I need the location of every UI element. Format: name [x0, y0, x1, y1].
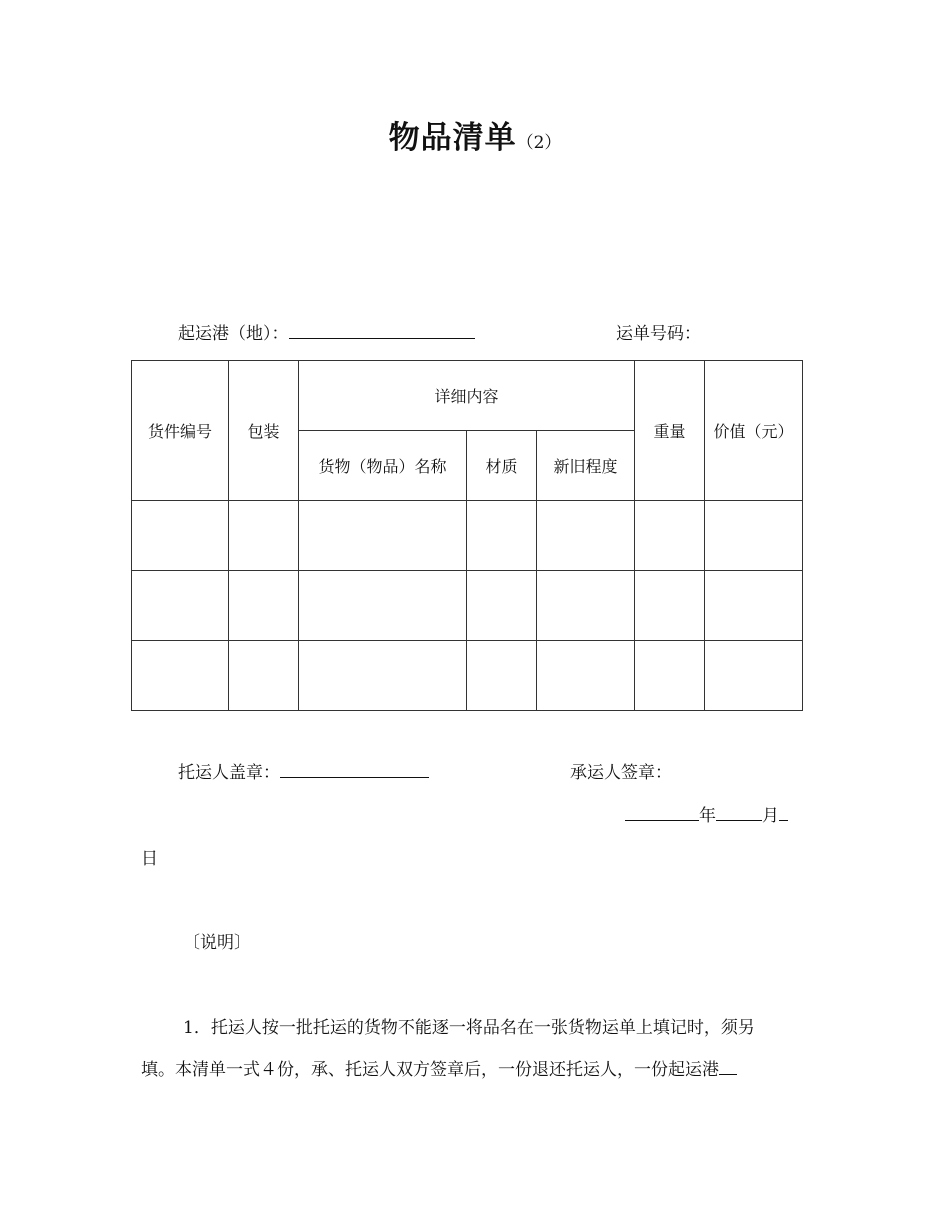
table-cell[interactable]: [299, 501, 467, 571]
table-cell[interactable]: [705, 571, 803, 641]
table-cell[interactable]: [537, 501, 635, 571]
table-cell[interactable]: [229, 571, 299, 641]
table-row: [132, 571, 803, 641]
year-label: 年: [699, 806, 716, 826]
header-weight: 重量: [635, 361, 705, 501]
table-cell[interactable]: [299, 571, 467, 641]
waybill-number-label: 运单号码：: [616, 324, 701, 344]
table-header-row: [132, 361, 803, 431]
table-cell[interactable]: [132, 501, 229, 571]
title-main: 物品清单: [388, 120, 517, 156]
table-cell[interactable]: [467, 501, 537, 571]
waybill-number-field: [616, 319, 701, 344]
notes-item1-line2-wrap: [141, 1055, 737, 1080]
table-cell[interactable]: [467, 571, 537, 641]
table-cell[interactable]: [132, 641, 229, 711]
notes-heading: 〔说明〕: [183, 933, 251, 953]
carrier-sign-field: [570, 758, 672, 783]
table-cell[interactable]: [537, 641, 635, 711]
notes-item1-line1: 1．托运人按一批托运的货物不能逐一将品名在一张货物运单上填记时，须另: [183, 1018, 755, 1038]
inventory-table: [131, 360, 803, 711]
table-cell[interactable]: [635, 641, 705, 711]
table-cell[interactable]: [635, 571, 705, 641]
table-row: [132, 641, 803, 711]
header-condition: 新旧程度: [537, 431, 635, 501]
origin-port-office-blank[interactable]: [719, 1055, 737, 1075]
table-cell[interactable]: [537, 571, 635, 641]
day-label: 日: [141, 849, 158, 869]
table-cell[interactable]: [635, 501, 705, 571]
month-blank[interactable]: [716, 801, 762, 821]
month-label: 月: [762, 806, 779, 826]
table-cell[interactable]: [299, 641, 467, 711]
table-row: [132, 501, 803, 571]
origin-port-label: 起运港（地）：: [178, 324, 289, 344]
day-blank[interactable]: [779, 801, 788, 821]
shipper-seal-blank[interactable]: [280, 758, 429, 778]
table-cell[interactable]: [467, 641, 537, 711]
shipper-seal-field: [178, 758, 429, 783]
date-field: [625, 801, 788, 826]
year-blank[interactable]: [625, 801, 699, 821]
carrier-sign-label: 承运人签章：: [570, 763, 672, 783]
table-cell[interactable]: [705, 501, 803, 571]
table-cell[interactable]: [705, 641, 803, 711]
origin-port-field: [178, 319, 475, 344]
table-cell[interactable]: [132, 571, 229, 641]
header-cargo-no: 货件编号: [132, 361, 229, 501]
origin-port-blank[interactable]: [289, 319, 475, 339]
table-cell[interactable]: [229, 501, 299, 571]
table-cell[interactable]: [229, 641, 299, 711]
header-value: 价值（元）: [705, 361, 803, 501]
header-packaging: 包装: [229, 361, 299, 501]
shipper-seal-label: 托运人盖章：: [178, 763, 280, 783]
header-material: 材质: [467, 431, 537, 501]
header-goods-name: 货物（物品）名称: [299, 431, 467, 501]
title-sub: （2）: [516, 133, 562, 153]
notes-item1-line2: 填。本清单一式４份，承、托运人双方签章后，一份退还托运人，一份起运港: [141, 1060, 719, 1080]
header-details: 详细内容: [299, 361, 635, 431]
page-title: [0, 112, 950, 157]
